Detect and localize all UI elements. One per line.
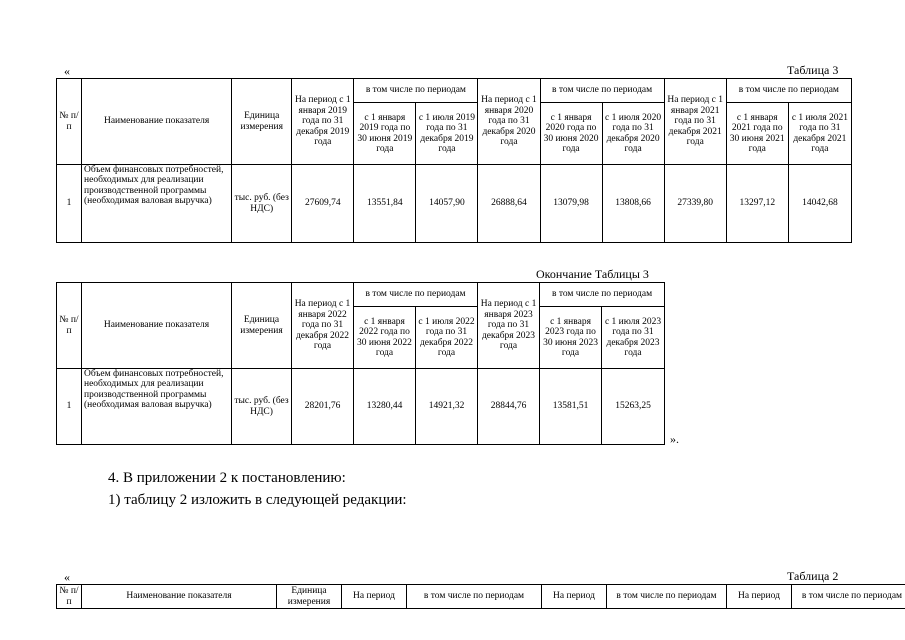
value-cell: 13280,44 (354, 369, 416, 445)
header-sub-2022-h2: с 1 июля 2022 года по 31 декабря 2022 года (416, 307, 478, 369)
header-num: № п/п (57, 283, 82, 369)
header-period-2023: На период с 1 января 2023 года по 31 декабря 2023 года (478, 283, 540, 369)
header-sub-2021-h2: с 1 июля 2021 года по 31 декабря 2021 года (788, 103, 851, 165)
header-sub-2019-h2: с 1 июля 2019 года по 31 декабря 2019 года (416, 103, 478, 165)
header-group-2021: в том числе по периодам (726, 79, 851, 103)
header-unit: Единица измерения (277, 585, 342, 609)
header-period: На период (542, 585, 607, 609)
header-name: Наименование показателя (82, 585, 277, 609)
value-cell: 28844,76 (478, 369, 540, 445)
table-row (57, 369, 665, 445)
value-cell: 13297,12 (726, 165, 788, 243)
value-cell: 27339,80 (664, 165, 726, 243)
header-group: в том числе по периодам (607, 585, 727, 609)
header-period-2022: На период с 1 января 2022 года по 31 декабря 2022 года (292, 283, 354, 369)
header-sub-2019-h1: с 1 января 2019 года по 30 июня 2019 года (354, 103, 416, 165)
header-group: в том числе по периодам (407, 585, 542, 609)
table-end-caption: Окончание Таблицы 3 (536, 267, 649, 281)
header-num: № п/п (57, 79, 82, 165)
value-cell: 15263,25 (602, 369, 665, 445)
header-period-2021: На период с 1 января 2021 года по 31 декабря 2021 года (664, 79, 726, 165)
header-sub-2020-h2: с 1 июля 2020 года по 31 декабря 2020 года (602, 103, 664, 165)
row-unit: тыс. руб. (без НДС) (232, 369, 292, 445)
table-row (57, 165, 852, 243)
header-sub-2023-h1: с 1 января 2023 года по 30 июня 2023 года (540, 307, 602, 369)
table-3-end (56, 282, 665, 445)
value-cell: 27609,74 (292, 165, 354, 243)
header-name: Наименование показателя (82, 79, 232, 165)
header-unit: Единица измерения (232, 283, 292, 369)
table-caption: Таблица 3 (787, 63, 839, 77)
value-cell: 14057,90 (416, 165, 478, 243)
value-cell: 13808,66 (602, 165, 664, 243)
header-group: в том числе по периодам (792, 585, 905, 609)
header-period: На период (727, 585, 792, 609)
header-sub-2020-h1: с 1 января 2020 года по 30 июня 2020 года (540, 103, 602, 165)
header-period: На период (342, 585, 407, 609)
table-2 (56, 584, 905, 609)
header-sub-2023-h2: с 1 июля 2023 года по 31 декабря 2023 года (602, 307, 665, 369)
value-cell: 14921,32 (416, 369, 478, 445)
value-cell: 13581,51 (540, 369, 602, 445)
paragraph-4-1: 1) таблицу 2 изложить в следующей редакции: (108, 492, 407, 508)
paragraph-4: 4. В приложении 2 к постановлению: (108, 470, 346, 486)
table-caption: Таблица 2 (787, 569, 839, 583)
open-quote: « (64, 570, 70, 584)
header-group-2023: в том числе по периодам (540, 283, 665, 307)
row-name: Объем финансовых потребностей, необходимых для реализации производственной программы (необходимая валовая выручка) (82, 369, 232, 445)
row-num: 1 (57, 369, 82, 445)
header-sub-2021-h1: с 1 января 2021 года по 30 июня 2021 года (726, 103, 788, 165)
header-period-2020: На период с 1 января 2020 года по 31 декабря 2020 года (478, 79, 540, 165)
row-num: 1 (57, 165, 82, 243)
header-group-2022: в том числе по периодам (354, 283, 478, 307)
value-cell: 13551,84 (354, 165, 416, 243)
open-quote: « (64, 64, 70, 78)
header-group-2019: в том числе по периодам (354, 79, 478, 103)
header-name: Наименование показателя (82, 283, 232, 369)
value-cell: 28201,76 (292, 369, 354, 445)
header-group-2020: в том числе по периодам (540, 79, 664, 103)
header-num: № п/п (57, 585, 82, 609)
value-cell: 13079,98 (540, 165, 602, 243)
row-unit: тыс. руб. (без НДС) (232, 165, 292, 243)
table-3 (56, 78, 852, 243)
value-cell: 14042,68 (788, 165, 851, 243)
header-sub-2022-h1: с 1 января 2022 года по 30 июня 2022 года (354, 307, 416, 369)
header-unit: Единица измерения (232, 79, 292, 165)
row-name: Объем финансовых потребностей, необходимых для реализации производственной программы (необходимая валовая выручка) (82, 165, 232, 243)
value-cell: 26888,64 (478, 165, 540, 243)
close-quote: ». (670, 432, 679, 446)
header-period-2019: На период с 1 января 2019 года по 31 декабря 2019 года (292, 79, 354, 165)
